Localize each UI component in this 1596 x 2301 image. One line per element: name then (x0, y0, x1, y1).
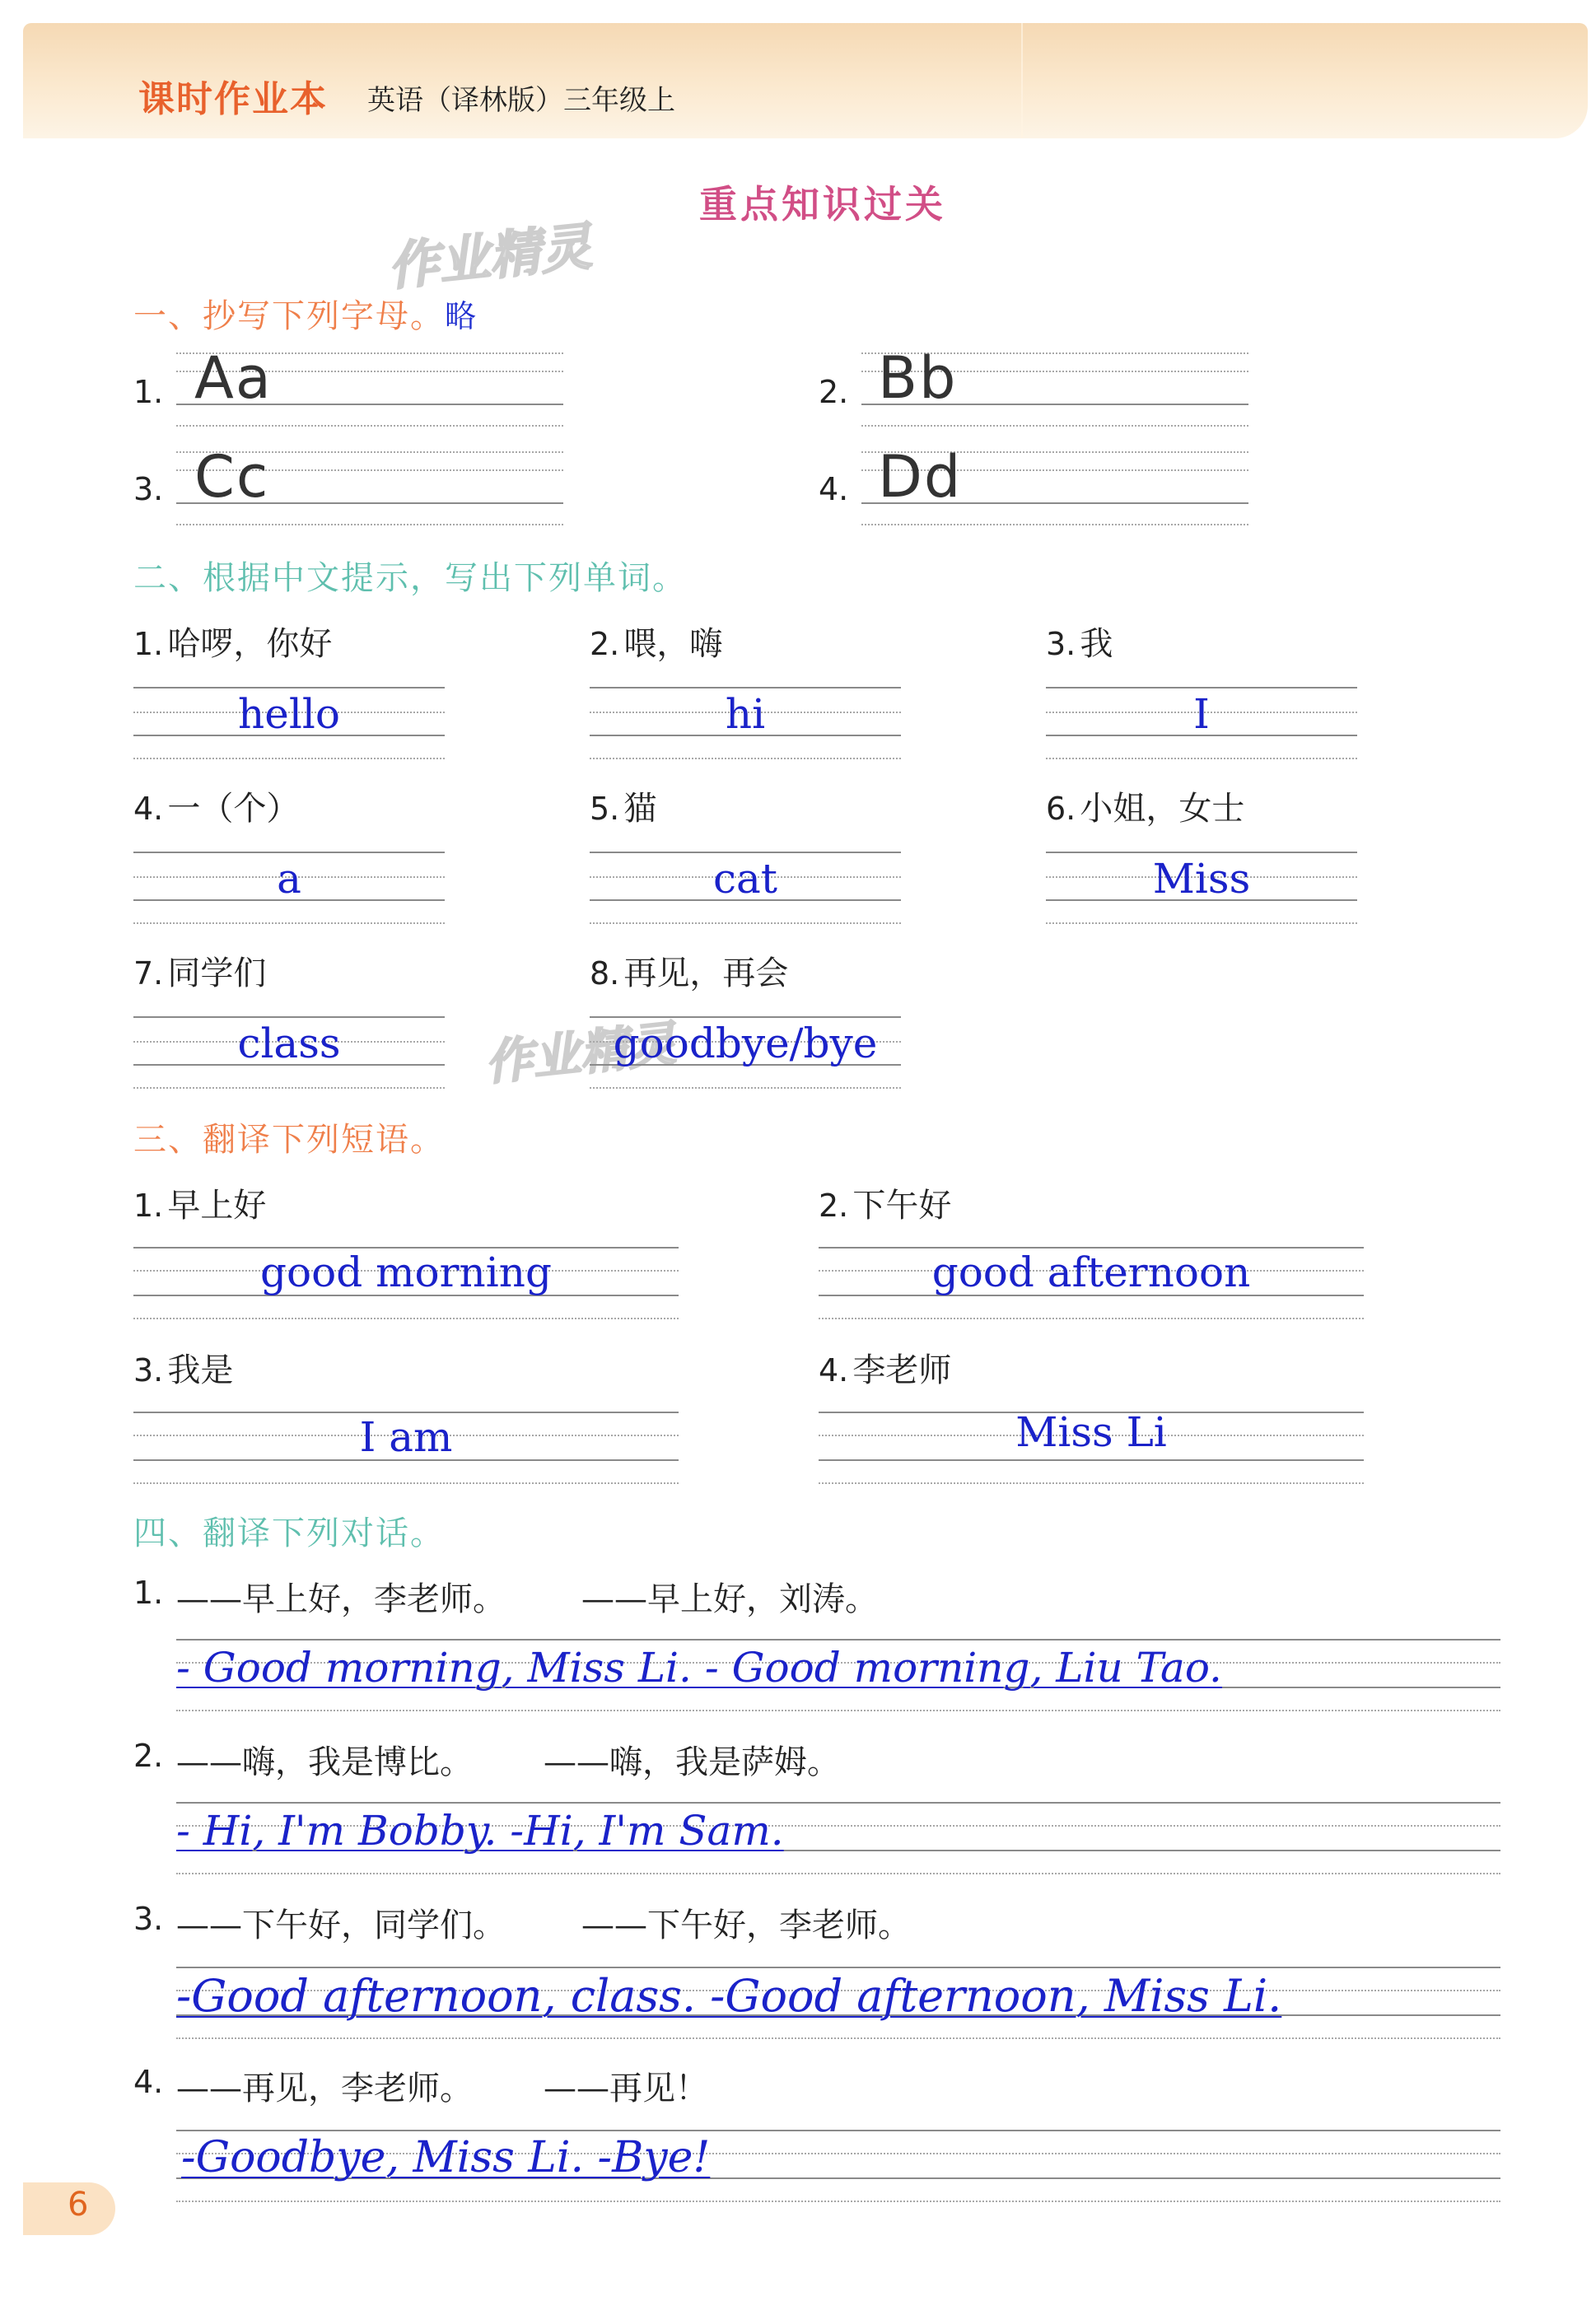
answer-text: hi (725, 690, 766, 738)
chinese-prompt: 哈啰，你好 (167, 625, 333, 663)
item-number: 2. (590, 626, 620, 662)
book-subtitle: 英语（译林版）三年级上 (367, 84, 675, 117)
copied-letters: Aa (194, 344, 273, 412)
item-number: 1. (133, 1188, 164, 1224)
item-number: 1. (133, 1575, 164, 1611)
item-number: 7. (133, 955, 164, 992)
page-number: 6 (68, 2186, 89, 2224)
chinese-prompt: 我是 (167, 1351, 234, 1389)
item-number: 3. (133, 471, 164, 507)
answer-text: goodbye/bye (613, 1020, 878, 1067)
phrase-item (819, 1179, 951, 1226)
answer-text: class (237, 1020, 341, 1067)
watermark: 作业精灵 (482, 1015, 679, 1091)
chinese-prompt: 我 (1080, 625, 1113, 663)
chinese-prompt: 小姐，女士 (1080, 790, 1245, 828)
answer-text: I (1193, 690, 1210, 738)
dialogue-prompt-b: ——早上好，刘涛。 (581, 1580, 878, 1618)
item-number: 2. (133, 1738, 164, 1774)
answer-text: Miss Li (1015, 1408, 1167, 1456)
word-item (1046, 782, 1244, 829)
word-item (590, 947, 788, 994)
word-item (133, 782, 299, 829)
item-number: 2. (819, 1188, 849, 1224)
word-item (590, 618, 722, 665)
item-number: 5. (590, 791, 620, 827)
item-number: 1. (133, 374, 164, 410)
chinese-prompt: 喂，嗨 (623, 625, 723, 663)
item-number: 4. (133, 791, 164, 827)
word-item (590, 782, 656, 829)
phrase-item (819, 1344, 951, 1391)
header-divider (1021, 23, 1023, 138)
answer-text: good morning (260, 1249, 552, 1296)
dialogue-prompt-a: ——嗨，我是博比。 (176, 1743, 473, 1781)
item-number: 3. (133, 1901, 164, 1937)
copied-letters: Dd (878, 443, 963, 511)
copied-letters: Bb (878, 344, 958, 412)
item-number: 8. (590, 955, 620, 992)
item-number: 1. (133, 626, 164, 662)
section-2-title: 二、根据中文提示，写出下列单词。 (133, 559, 687, 597)
answer-text: - Good morning, Miss Li. - Good morning, Liu Tao. (176, 1644, 1222, 1692)
word-item (1046, 618, 1113, 665)
answer-text: I am (359, 1413, 453, 1461)
item-number: 6. (1046, 791, 1076, 827)
chinese-prompt: 一（个） (167, 790, 300, 828)
chinese-prompt: 早上好 (167, 1187, 267, 1225)
section-1-title (133, 290, 478, 337)
dialogue-prompt-a: ——下午好，同学们。 (176, 1907, 506, 1944)
section-3-title: 三、翻译下列短语。 (133, 1121, 445, 1159)
dialogue-prompt-b: ——嗨，我是萨姆。 (544, 1743, 840, 1781)
chinese-prompt: 下午好 (852, 1187, 952, 1225)
answer-text: Miss (1152, 855, 1251, 903)
item-number: 3. (1046, 626, 1076, 662)
dialogue-prompt-a: ——再见，李老师。 (176, 2070, 473, 2107)
dialogue-prompt-b: ——下午好，李老师。 (581, 1907, 911, 1944)
word-item (133, 618, 332, 665)
answer-text: -Good afternoon, class. -Good afternoon, Miss Li. (176, 1970, 1282, 2022)
section-1-title-text: 一、抄写下列字母。 (133, 297, 445, 335)
phrase-item (133, 1179, 266, 1226)
book-title: 课时作业本 (138, 78, 328, 120)
item-number: 4. (819, 471, 849, 507)
dialogue-prompt-a: ——早上好，李老师。 (176, 1580, 506, 1618)
watermark: 作业精灵 (385, 216, 595, 297)
chinese-prompt: 李老师 (852, 1351, 952, 1389)
item-number: 3. (133, 1352, 164, 1389)
item-number: 4. (819, 1352, 849, 1389)
chinese-prompt: 同学们 (167, 954, 267, 992)
answer-text: a (277, 855, 301, 903)
chinese-prompt: 猫 (623, 790, 657, 828)
answer-text: cat (713, 855, 777, 903)
phrase-item (133, 1344, 233, 1391)
item-number: 2. (819, 374, 849, 410)
answer-text: -Goodbye, Miss Li. -Bye! (181, 2133, 711, 2182)
dialogue-prompt-b: ——再见！ (544, 2070, 708, 2107)
copied-letters: Cc (194, 443, 270, 511)
answer-text: hello (238, 690, 340, 738)
section-1-note: 略 (445, 298, 478, 334)
page-heading: 重点知识过关 (699, 182, 946, 226)
chinese-prompt: 再见，再会 (623, 954, 789, 992)
answer-text: - Hi, I'm Bobby. -Hi, I'm Sam. (176, 1807, 784, 1855)
answer-text: good afternoon (931, 1249, 1251, 1296)
word-item (133, 947, 266, 994)
item-number: 4. (133, 2064, 164, 2100)
section-4-title: 四、翻译下列对话。 (133, 1515, 445, 1552)
